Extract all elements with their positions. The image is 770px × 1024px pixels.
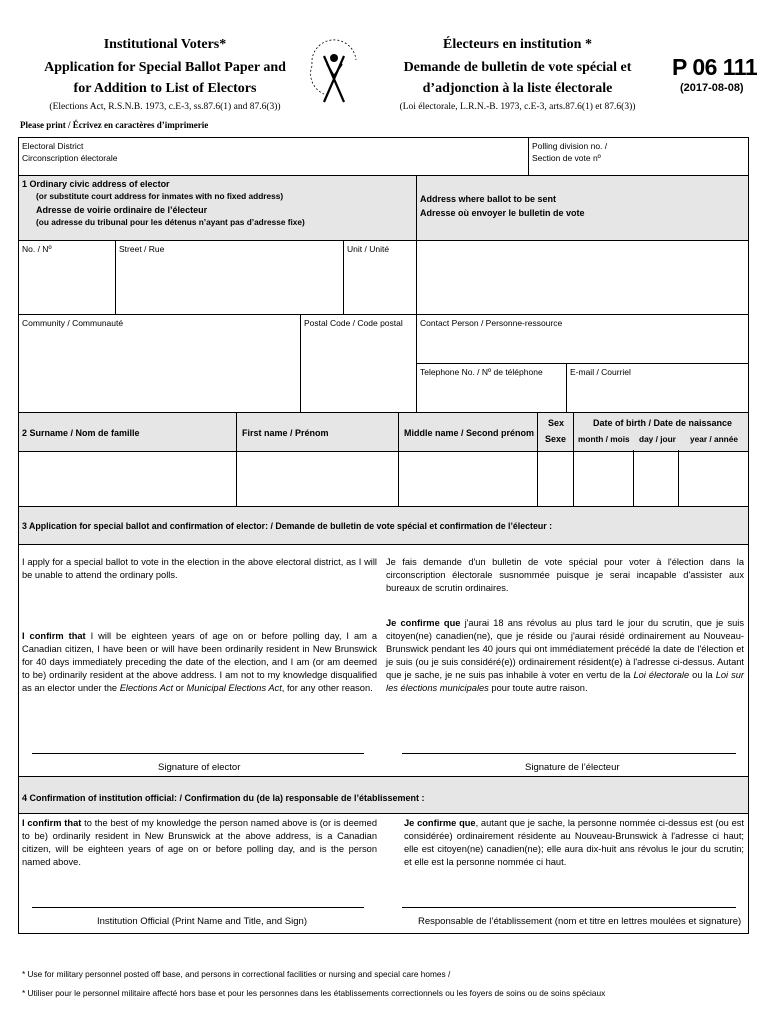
ballot-address-en: Address where ballot to be sent xyxy=(420,194,557,204)
signature-elector-label-fr: Signature de l’électeur xyxy=(525,762,620,773)
apply-text-fr: Je fais demande d'un bulletin de vote spécial pour voter à l'élection dans la circonscription électorale susnommée puisque je serai incapable d'assister aux bureaux de scrutin ordinaires. xyxy=(386,557,744,593)
official-signature-label-fr: Responsable de l’établissement (nom et titre en lettres moulées et signature) xyxy=(418,916,742,927)
official-signature-line-fr[interactable] xyxy=(402,907,736,908)
row-line xyxy=(18,544,749,545)
elections-act-en: Elections Act xyxy=(119,683,174,693)
dob-month-input[interactable] xyxy=(575,454,631,504)
district-label-fr: Circonscription électorale xyxy=(22,153,118,163)
contact-person-input[interactable] xyxy=(418,332,746,360)
signature-elector-label-en: Signature of elector xyxy=(158,762,241,773)
title-en-1: Institutional Voters* xyxy=(103,37,227,52)
row-line xyxy=(18,240,749,241)
postal-code-label: Postal Code / Code postal xyxy=(304,318,403,328)
dob-label: Date of birth / Date de naissance xyxy=(593,418,733,428)
elector-signature-line-en[interactable] xyxy=(32,753,364,754)
section1-title-fr: Adresse de voirie ordinaire de l’électeur xyxy=(36,205,208,215)
confirm-fr-bold: Je confirme que xyxy=(386,618,461,628)
confirm-fr-ou: ou la xyxy=(689,670,716,680)
surname-label: 2 Surname / Nom de famille xyxy=(22,428,140,438)
official-confirm-en xyxy=(22,817,377,869)
col-line xyxy=(573,412,574,506)
polling-label-en: Polling division no. / xyxy=(532,141,608,151)
municipal-act-en: Municipal Elections Act xyxy=(186,683,282,693)
sex-label-fr: Sexe xyxy=(545,434,567,444)
col-line xyxy=(115,240,116,314)
ballot-address-fr: Adresse où envoyer le bulletin de vote xyxy=(420,208,585,218)
first-name-input[interactable] xyxy=(238,454,396,504)
official-en-body: to the best of my knowledge the person named above is (or is deemed to be) ordinarily resident in New Brunswick at the above address, is a Canadian citizen, will be eighteen years of age on or before polling day, and is the person named above. xyxy=(22,818,377,867)
unit-label: Unit / Unité xyxy=(347,244,390,254)
telephone-label: Telephone No. / Nº de téléphone xyxy=(420,367,543,377)
dob-year-label: year / année xyxy=(690,434,738,444)
ref-fr: (Loi électorale, L.R.N.-B. 1973, c.E-3, arts.87.6(1) et 87.6(3)) xyxy=(399,102,636,112)
title-en-3: for Addition to List of Electors xyxy=(73,81,257,96)
official-signature-line-en[interactable] xyxy=(32,907,364,908)
polling-division-input[interactable] xyxy=(620,150,745,172)
confirm-en-end: , for any other reason. xyxy=(281,683,373,693)
section1-divider xyxy=(416,176,417,412)
section1-sub-fr: (ou adresse du tribunal pour les détenus n’ayant pas d’adresse fixe) xyxy=(36,217,305,227)
title-fr-2: Demande de bulletin de vote spécial et xyxy=(403,60,632,75)
row-line xyxy=(416,363,749,364)
community-label: Community / Communauté xyxy=(22,318,124,328)
row-line xyxy=(18,451,749,452)
confirm-en-body: I will be eighteen years of age on or before polling day, I am a Canadian citizen, I have been or will have been ordinarily resident in New Brunswick for 40 days immediately preceding the date of the election, and I am (or am deemed to be) ordinarily resident at the above address. I am not to my knowledge disqualified as an elector under the xyxy=(22,631,377,693)
elections-nb-logo-icon xyxy=(300,34,368,106)
official-fr-body: , autant que je sache, la personne nommée ci-dessus est (ou est considérée) ordinairement résidente au Nouveau-Brunswick à l'adresse ci haut; elle est citoyen(ne) canadien(ne); elle aura dix-huit ans révolus le jour du scrutin; et elle est la personne nommée ci haut. xyxy=(404,818,744,867)
dob-day-input[interactable] xyxy=(635,454,676,504)
email-input[interactable] xyxy=(568,381,746,409)
dob-year-input[interactable] xyxy=(680,454,746,504)
form-number: P 06 111 xyxy=(672,54,758,80)
district-divider xyxy=(528,137,529,175)
dob-day-label: day / jour xyxy=(639,434,676,444)
civic-number-input[interactable] xyxy=(20,258,113,310)
middle-name-input[interactable] xyxy=(400,454,535,504)
first-name-label: First name / Prénom xyxy=(242,428,329,438)
confirm-text-fr xyxy=(386,617,744,695)
community-input[interactable] xyxy=(20,332,298,408)
street-input[interactable] xyxy=(117,258,341,310)
apply-text-en: I apply for a special ballot to vote in the election in the above electoral district, as I will be unable to attend the ordinary polls. xyxy=(22,557,377,580)
row-line xyxy=(18,314,749,315)
electoral-district-input[interactable] xyxy=(140,141,525,171)
confirm-en-bold: I confirm that xyxy=(22,631,86,641)
section3-title: 3 Application for special ballot and confirmation of elector: / Demande de bulletin de vote spécial et confirmation de l’électeur : xyxy=(22,521,553,531)
form-date: (2017-08-08) xyxy=(680,82,744,94)
print-note: Please print / Écrivez en caractères d’imprimerie xyxy=(20,120,209,130)
telephone-input[interactable] xyxy=(418,381,564,409)
polling-label-fr: Section de vote nº xyxy=(532,153,601,163)
number-label: No. / Nº xyxy=(22,244,52,254)
confirm-en-or: or xyxy=(173,683,187,693)
title-en-2: Application for Special Ballot Paper and xyxy=(44,60,286,75)
surname-input[interactable] xyxy=(20,454,234,504)
official-signature-label-en: Institution Official (Print Name and Title, and Sign) xyxy=(97,916,307,927)
col-line xyxy=(236,412,237,506)
footnote-fr: * Utiliser pour le personnel militaire affecté hors base et pour les personnes dans les établissements correctionnels ou les foyers de soins ou de soins spéciaux xyxy=(22,988,606,998)
col-line xyxy=(566,363,567,412)
row-line xyxy=(18,813,749,814)
email-label: E-mail / Courriel xyxy=(570,367,631,377)
footnote-en: * Use for military personnel posted off base, and persons in correctional facilities or nursing and special care homes / xyxy=(22,969,451,979)
dob-month-label: month / mois xyxy=(578,434,630,444)
confirm-fr-end: pour toute autre raison. xyxy=(488,683,588,693)
street-label: Street / Rue xyxy=(119,244,165,254)
title-fr-3: d’adjonction à la liste électorale xyxy=(422,81,613,96)
middle-name-label: Middle name / Second prénom xyxy=(404,428,535,438)
col-line xyxy=(678,450,679,506)
municipal-act-fr: Loi sur les élections municipales xyxy=(386,670,745,693)
col-line xyxy=(343,240,344,314)
elector-signature-line-fr[interactable] xyxy=(402,753,736,754)
official-en-bold: I confirm that xyxy=(22,818,82,828)
unit-input[interactable] xyxy=(345,258,414,310)
sex-input[interactable] xyxy=(539,454,571,504)
section1-sub-en: (or substitute court address for inmates with no fixed address) xyxy=(36,191,284,201)
section1-title: 1 Ordinary civic address of elector xyxy=(22,179,170,189)
col-line xyxy=(398,412,399,506)
contact-person-label: Contact Person / Personne-ressource xyxy=(420,318,563,328)
official-confirm-fr xyxy=(404,817,744,869)
section4-title: 4 Confirmation of institution official: / Confirmation du (de la) responsable de l’établissement : xyxy=(22,793,425,803)
sex-label-en: Sex xyxy=(548,418,565,428)
elections-act-fr: Loi électorale xyxy=(633,670,690,680)
confirm-fr-body: j'aurai 18 ans révolus au plus tard le jour du scrutin, que je suis citoyen(ne) canadien(ne), que je réside ou j'aurai résidé ordinairement au Nouveau-Brunswick pendant les 40 jours qui ont immédiatement précédé la date de l'élection et je suis (ou je suis considéré(e)) ordinairement résident(e) à l'adresse ci-dessus. Autant que je sache, je ne suis pas inhabile à voter en vertu de la xyxy=(386,618,744,680)
col-line xyxy=(300,314,301,412)
official-fr-bold: Je confirme que xyxy=(404,818,476,828)
ref-en: (Elections Act, R.S.N.B. 1973, c.E-3, ss.87.6(1) and 87.6(3)) xyxy=(49,102,281,112)
title-fr-1: Électeurs en institution * xyxy=(443,37,592,52)
col-line xyxy=(633,450,634,506)
ballot-address-input[interactable] xyxy=(418,243,746,313)
postal-code-input[interactable] xyxy=(302,332,414,408)
col-line xyxy=(537,412,538,506)
confirm-text-en xyxy=(22,630,377,695)
district-label-en: Electoral District xyxy=(22,141,84,151)
